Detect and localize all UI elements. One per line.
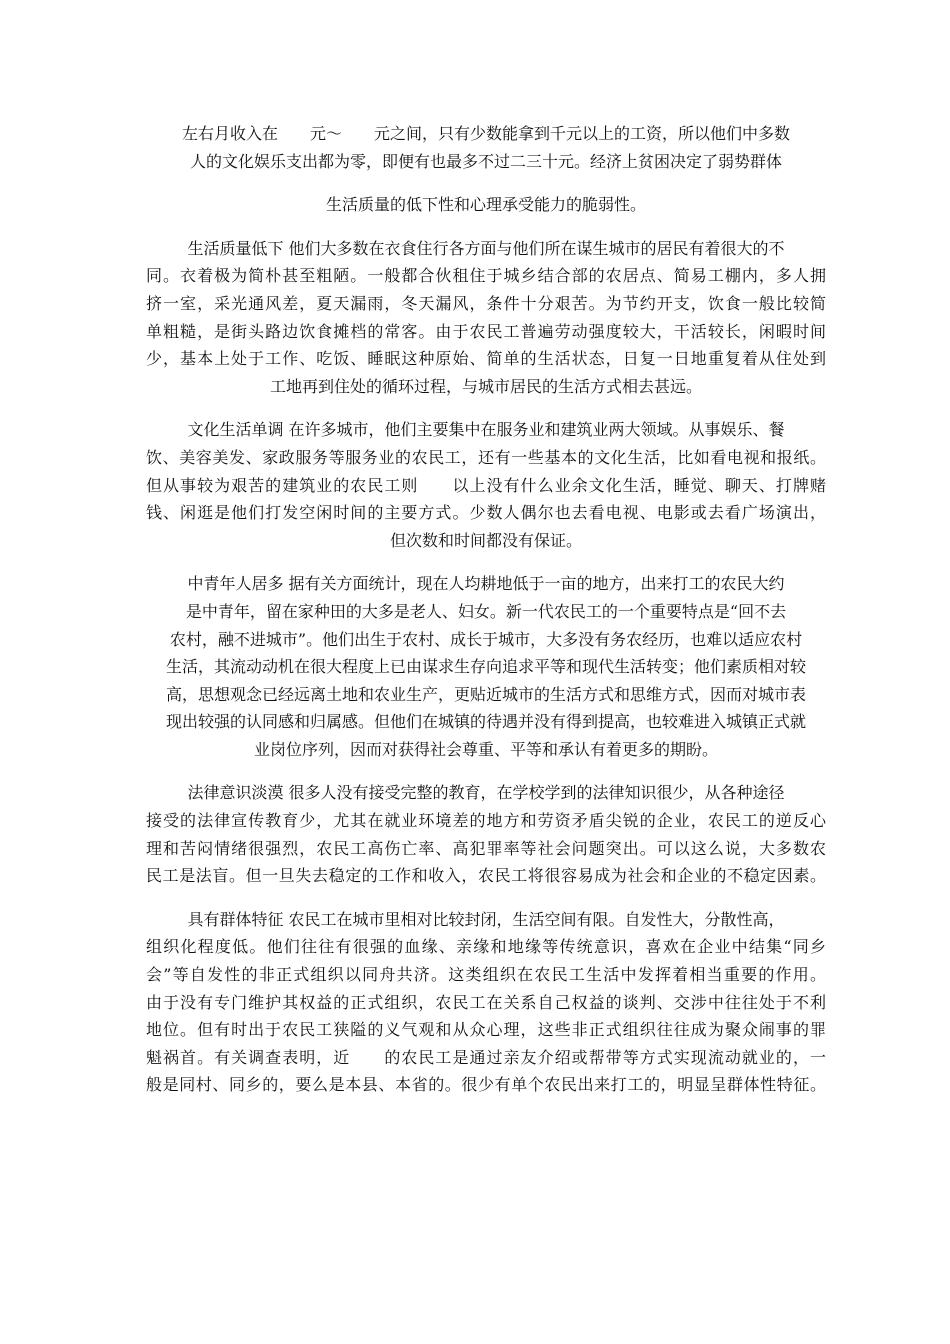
paragraph-living-quality (146, 235, 826, 401)
text-line: 少，基本上处于工作、吃饭、睡眠这种原始、简单的生活状态，日复一日地重复着从住处到 (146, 349, 826, 369)
text-line: 般是同村、同乡的，要么是本县、本省的。很少有单个农民出来打工的，明显呈群体性特征。 (146, 1075, 826, 1095)
paragraph-group-features (146, 906, 826, 1099)
text-line: 但次数和时间都没有保证。 (389, 530, 582, 550)
paragraph-young-adults (146, 570, 826, 763)
text-line: 生活质量低下 他们大多数在衣食住行各方面与他们所在谋生城市的居民有着很大的不 (187, 238, 785, 258)
paragraph-cultural-life (146, 416, 826, 554)
text-line: 具有群体特征 农民工在城市里相对比较封闭，生活空间有限。自发性大，分散性高， (187, 909, 785, 929)
text-line: 中青年人居多 据有关方面统计，现在人均耕地低于一亩的地方，出来打工的农民大约 (187, 574, 785, 594)
text-line: 人的文化娱乐支出都为零，即便有也最多不过二三十元。经济上贫困决定了弱势群体 (189, 151, 782, 171)
text-line: 是中青年，留在家种田的大多是老人、妇女。新一代农民工的一个重要特点是“回不去 (185, 601, 787, 621)
text-line: 理和苦闷情绪很强烈，农民工高伤亡率、高犯罪率等社会问题突出。可以这么说，大多数农 (146, 838, 826, 858)
text-line: 民工是法盲。但一旦失去稳定的工作和收入，农民工将很容易成为社会和企业的不稳定因素。 (146, 866, 826, 886)
paragraph-intro (146, 120, 826, 219)
text-line: 生活质量的低下性和心理承受能力的脆弱性。 (325, 195, 646, 215)
text-line: 魁祸首。有关调查表明，近 的农民工是通过亲友介绍或帮带等方式实现流动就业的，一 (146, 1047, 826, 1067)
text-line: 会”等自发性的非正式组织以同舟共济。这类组织在农民工生活中发挥着相当重要的作用。 (146, 965, 826, 985)
paragraph-legal-awareness (146, 779, 826, 889)
text-line: 接受的法律宣传教育少，尤其在就业环境差的地方和劳资矛盾尖锐的企业，农民工的逆反心 (146, 811, 826, 831)
text-line: 业岗位序列，因而对获得社会尊重、平等和承认有着更多的期盼。 (253, 739, 718, 759)
text-line: 同。衣着极为简朴甚至粗陋。一般都合伙租住于城乡结合部的农居点、简易工棚内，多人拥 (146, 266, 826, 286)
text-line: 生活，其流动动机在很大程度上已由谋求生存向追求平等和现代生活转变；他们素质相对较 (165, 657, 806, 677)
text-line: 饮、美容美发、家政服务等服务业的农民工，还有一些基本的文化生活，比如看电视和报纸。 (146, 447, 826, 467)
text-line: 由于没有专门维护其权益的正式组织，农民工在关系自己权益的谈判、交涉中往往处于不利 (146, 992, 826, 1012)
text-line: 法律意识淡漠 很多人没有接受完整的教育，在学校学到的法律知识很少，从各种途径 (187, 783, 785, 803)
text-line: 地位。但有时出于农民工狭隘的义气观和从众心理，这些非正式组织往往成为聚众闹事的罪 (146, 1020, 826, 1040)
text-line: 组织化程度低。他们往往有很强的血缘、亲缘和地缘等传统意识，喜欢在企业中结集“同乡 (146, 937, 826, 957)
text-line: 高，思想观念已经远离土地和农业生产，更贴近城市的生活方式和思维方式，因而对城市表 (165, 684, 806, 704)
document-page (146, 120, 826, 1115)
text-line: 但从事较为艰苦的建筑业的农民工则 以上没有什么业余文化生活，睡觉、聊天、打牌赌 (146, 475, 826, 495)
text-line: 挤一室，采光通风差，夏天漏雨，冬天漏风，条件十分艰苦。为节约开支，饮食一般比较简 (146, 293, 826, 313)
text-line: 左右月收入在 元～ 元之间，只有少数能拿到千元以上的工资，所以他们中多数 (181, 124, 790, 143)
text-line: 文化生活单调 在许多城市，他们主要集中在服务业和建筑业两大领域。从事娱乐、餐 (187, 420, 785, 440)
text-line: 工地再到住处的循环过程，与城市居民的生活方式相去甚远。 (269, 376, 702, 396)
text-line: 单粗糙，是街头路边饮食摊档的常客。由于农民工普遍劳动强度较大，干活较长，闲暇时间 (146, 321, 826, 341)
text-line: 钱、闲逛是他们打发空闲时间的主要方式。少数人偶尔也去看电视、电影或去看广场演出， (146, 503, 826, 523)
text-line: 农村，融不进城市”。他们出生于农村、成长于城市，大多没有务农经历，也难以适应农村 (169, 629, 803, 649)
text-line: 现出较强的认同感和归属感。但他们在城镇的待遇并没有得到提高，也较难进入城镇正式就 (165, 712, 806, 732)
